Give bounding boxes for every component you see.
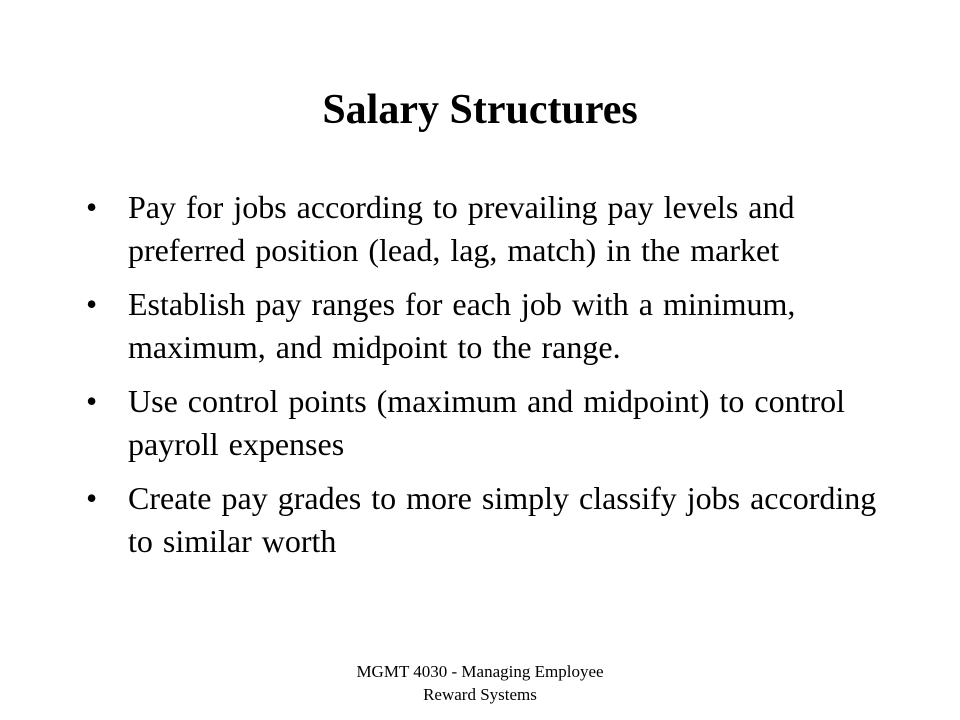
bullet-marker: • — [86, 480, 98, 516]
bullet-text: Use control points (maximum and midpoint) to control payroll expenses — [128, 383, 846, 462]
bullet-text: Pay for jobs according to prevailing pay levels and preferred position (lead, lag, match) in the market — [128, 189, 795, 268]
slide-footer — [0, 660, 960, 706]
bullet-item — [86, 477, 886, 563]
bullet-list — [86, 186, 886, 574]
slide-title: Salary Structures — [322, 87, 638, 133]
bullet-text: Establish pay ranges for each job with a minimum, maximum, and midpoint to the range. — [128, 286, 796, 365]
bullet-item — [86, 283, 886, 369]
bullet-marker: • — [86, 286, 98, 322]
footer-line-subtitle: Reward Systems — [423, 685, 537, 704]
bullet-item — [86, 380, 886, 466]
footer-line-course: MGMT 4030 - Managing Employee — [356, 662, 604, 681]
bullet-marker: • — [86, 189, 98, 225]
bullet-item — [86, 186, 886, 272]
bullet-marker: • — [86, 383, 98, 419]
bullet-text: Create pay grades to more simply classify jobs according to similar worth — [128, 480, 877, 559]
